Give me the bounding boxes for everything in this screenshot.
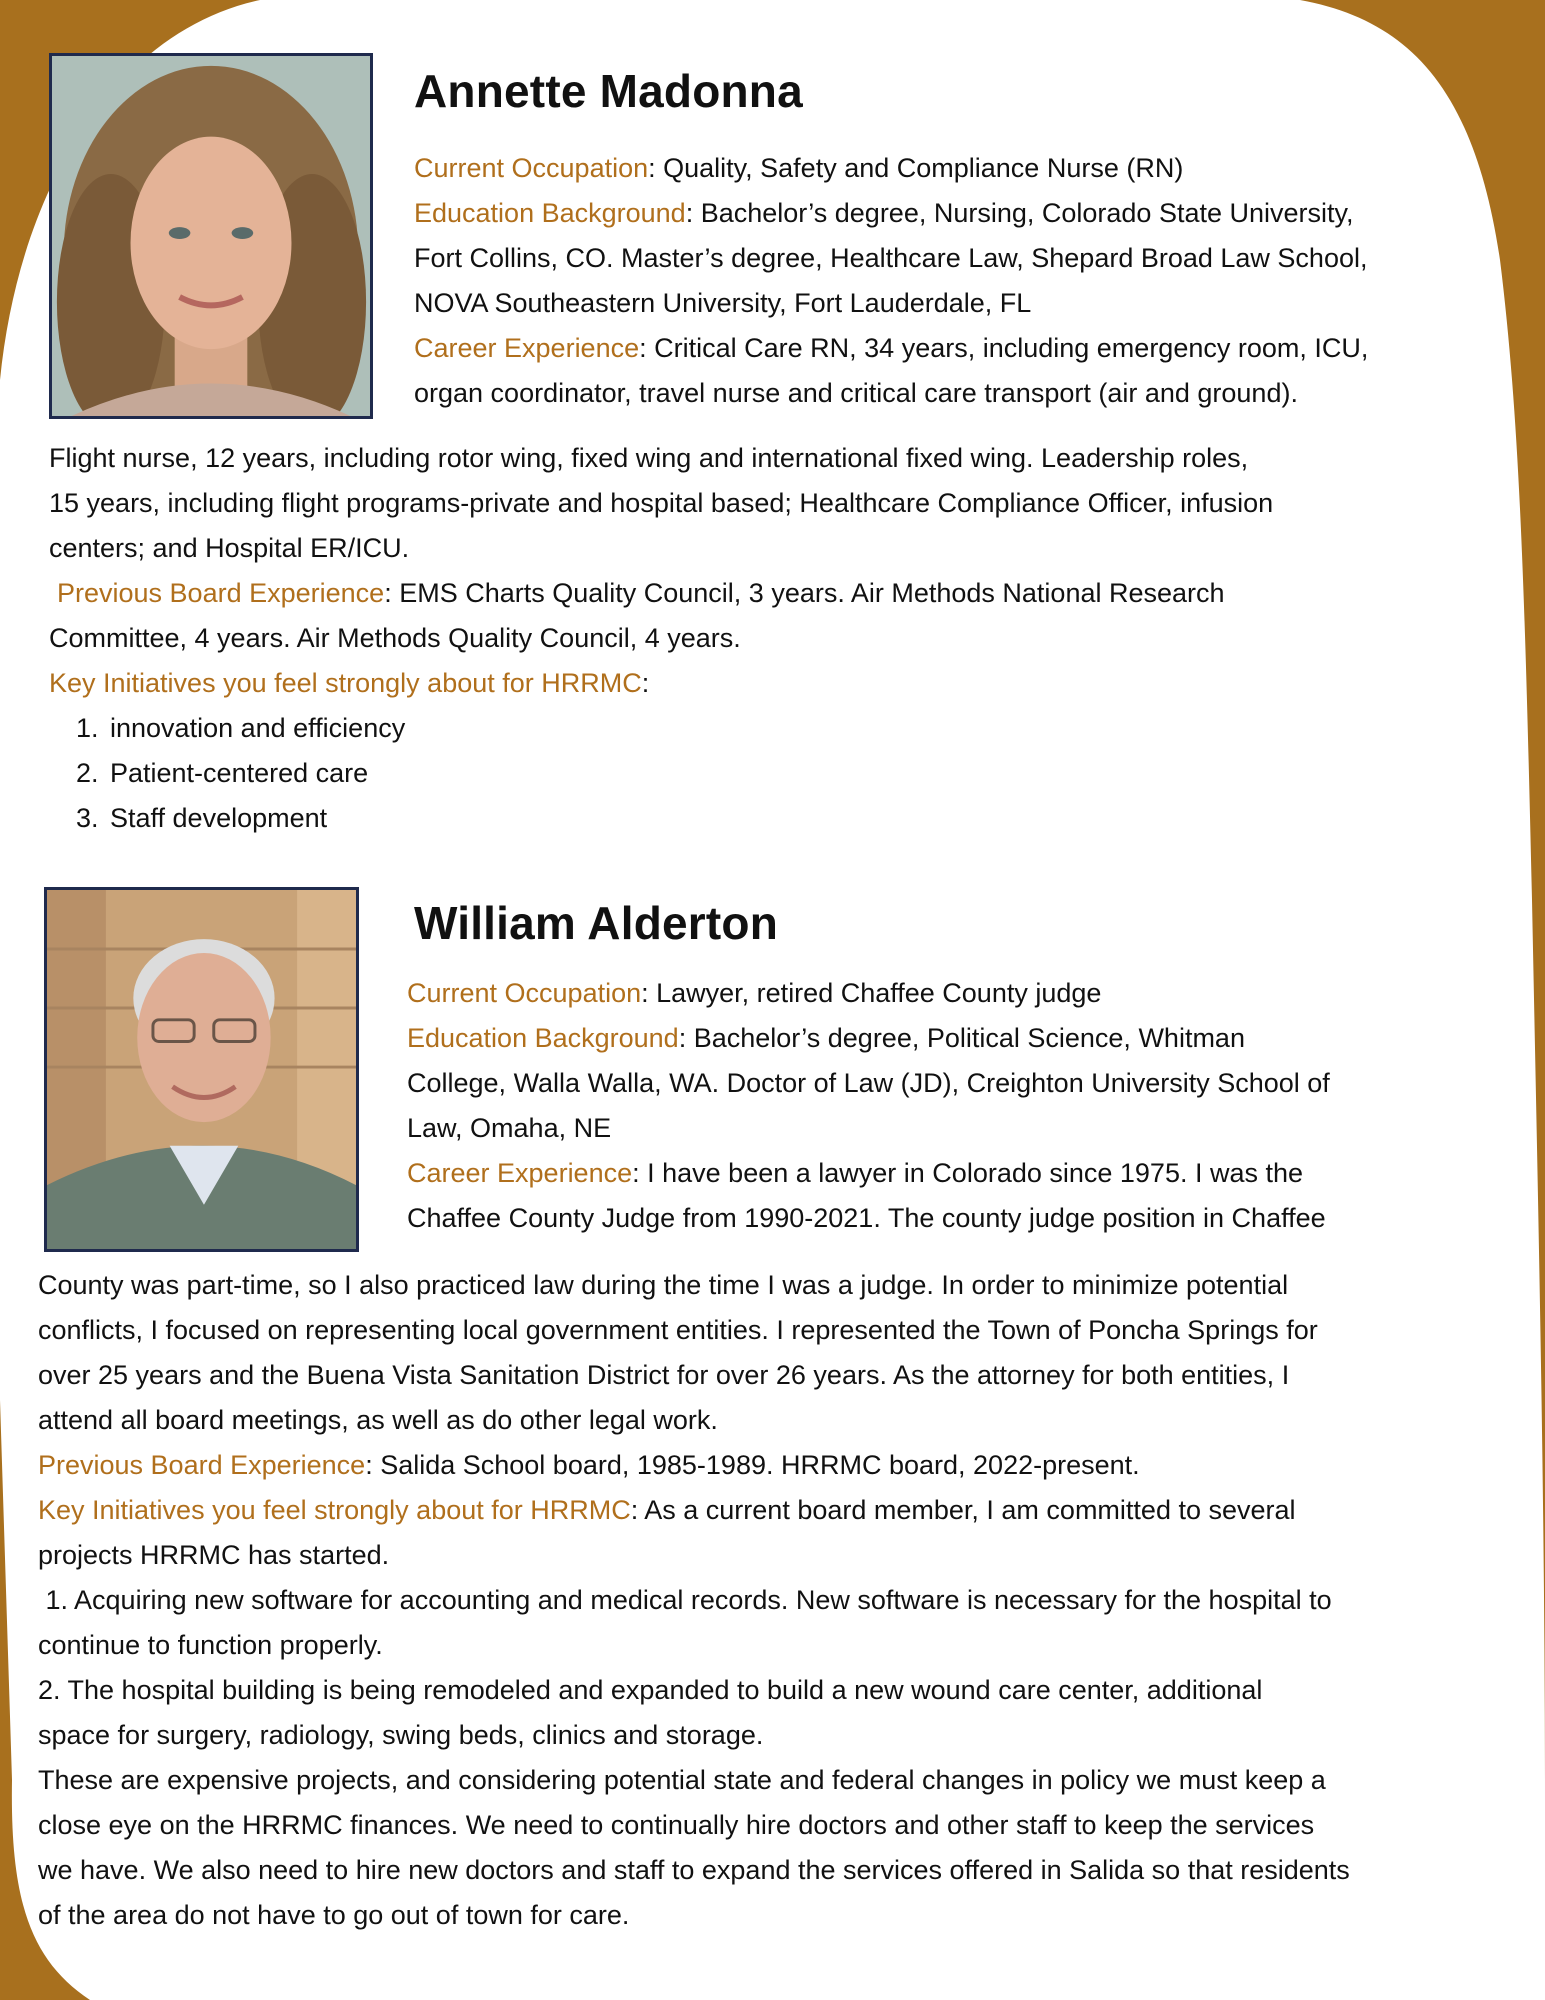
career-continued-4: attend all board meetings, as well as do other legal work. — [38, 1405, 718, 1435]
education-value-3: NOVA Southeastern University, Fort Lauderdale, FL — [414, 288, 1032, 318]
portrait-man-icon — [47, 890, 356, 1249]
initiative-item-2-line-1: 2. The hospital building is being remodeled and expanded to build a new wound care center, additional — [38, 1675, 1263, 1705]
person2-name: William Alderton — [414, 897, 778, 949]
board-line — [49, 571, 1519, 616]
initiatives-line — [38, 1488, 1528, 1533]
portrait-woman-icon — [52, 56, 370, 416]
education-value-2: College, Walla Walla, WA. Doctor of Law (JD), Creighton University School of — [407, 1068, 1330, 1098]
career-continued-3: over 25 years and the Buena Vista Sanitation District for over 26 years. As the attorney for both entities, I — [38, 1360, 1290, 1390]
board-value-2: Committee, 4 years. Air Methods Quality Council, 4 years. — [49, 623, 741, 653]
closing-line-1: These are expensive projects, and considering potential state and federal changes in policy we must keep a — [38, 1765, 1326, 1795]
closing-line-3: we have. We also need to hire new doctors and staff to expand the services offered in Salida so that residents — [38, 1855, 1350, 1885]
occupation-line — [414, 146, 1514, 191]
closing-line-2: close eye on the HRRMC finances. We need to continually hire doctors and other staff to keep the services — [38, 1810, 1315, 1840]
list-item: 3. Staff development — [106, 796, 405, 841]
initiatives-label: Key Initiatives you feel strongly about for HRRMC — [38, 1495, 631, 1525]
closing-line-4: of the area do not have to go out of town for care. — [38, 1900, 630, 1930]
initiative-item-2-line-2: space for surgery, radiology, swing beds, clinics and storage. — [38, 1720, 764, 1750]
career-value-1: : Critical Care RN, 34 years, including emergency room, ICU, — [639, 333, 1369, 363]
career-value-2: organ coordinator, travel nurse and critical care transport (air and ground). — [414, 378, 1298, 408]
education-value-3: Law, Omaha, NE — [407, 1113, 612, 1143]
career-line — [414, 326, 1514, 371]
education-label: Education Background — [414, 198, 686, 228]
annette-madonna-photo — [49, 53, 373, 419]
initiative-item-1-line-1: 1. Acquiring new software for accounting and medical records. New software is necessary for the hospital to — [38, 1585, 1332, 1615]
board-label: Previous Board Experience — [38, 1450, 366, 1480]
initiatives-label: Key Initiatives you feel strongly about for HRRMC — [49, 668, 642, 698]
education-line — [414, 191, 1514, 236]
career-line — [407, 1151, 1507, 1196]
list-item: 2. Patient-centered care — [106, 751, 405, 796]
occupation-value: : Lawyer, retired Chaffee County judge — [641, 978, 1102, 1008]
board-label: Previous Board Experience — [57, 578, 385, 608]
career-continued-3: centers; and Hospital ER/ICU. — [49, 533, 410, 563]
initiatives-value-2: projects HRRMC has started. — [38, 1540, 390, 1570]
career-label: Career Experience — [414, 333, 640, 363]
career-value-1: : I have been a lawyer in Colorado since 1975. I was the — [632, 1158, 1304, 1188]
occupation-value: : Quality, Safety and Compliance Nurse (RN) — [648, 153, 1184, 183]
initiatives-colon: : — [641, 668, 650, 698]
person2-full-details — [38, 1263, 1528, 1938]
board-value-1: : EMS Charts Quality Council, 3 years. Air Methods National Research — [384, 578, 1225, 608]
person2-top-details — [407, 971, 1507, 1241]
career-continued-1: County was part-time, so I also practiced law during the time I was a judge. In order to minimize potential — [38, 1270, 1289, 1300]
board-value: : Salida School board, 1985-1989. HRRMC board, 2022-present. — [365, 1450, 1140, 1480]
career-continued-2: 15 years, including flight programs-private and hospital based; Healthcare Compliance Officer, infusion — [49, 488, 1274, 518]
william-alderton-photo — [44, 887, 359, 1252]
initiative-item-1-line-2: continue to function properly. — [38, 1630, 383, 1660]
education-value-1: : Bachelor’s degree, Nursing, Colorado State University, — [685, 198, 1354, 228]
occupation-line — [407, 971, 1507, 1016]
person1-initiatives-list — [0, 706, 405, 841]
education-value-1: : Bachelor’s degree, Political Science, Whitman — [678, 1023, 1245, 1053]
person1-name: Annette Madonna — [414, 65, 803, 117]
list-item: 1. innovation and efficiency — [106, 706, 405, 751]
career-continued-2: conflicts, I focused on representing local government entities. I represented the Town of Poncha Springs for — [38, 1315, 1318, 1345]
education-value-2: Fort Collins, CO. Master’s degree, Healthcare Law, Shepard Broad Law School, — [414, 243, 1368, 273]
board-line — [38, 1443, 1528, 1488]
career-value-2: Chaffee County Judge from 1990-2021. The county judge position in Chaffee — [407, 1203, 1326, 1233]
education-label: Education Background — [407, 1023, 679, 1053]
initiatives-value-1: : As a current board member, I am committed to several — [630, 1495, 1296, 1525]
career-label: Career Experience — [407, 1158, 633, 1188]
career-continued-1: Flight nurse, 12 years, including rotor wing, fixed wing and international fixed wing. Leadership roles, — [49, 443, 1249, 473]
occupation-label: Current Occupation — [407, 978, 642, 1008]
person1-full-details — [49, 436, 1519, 706]
education-line — [407, 1016, 1507, 1061]
person1-top-details — [414, 146, 1514, 416]
initiatives-line — [49, 661, 1519, 706]
occupation-label: Current Occupation — [414, 153, 649, 183]
